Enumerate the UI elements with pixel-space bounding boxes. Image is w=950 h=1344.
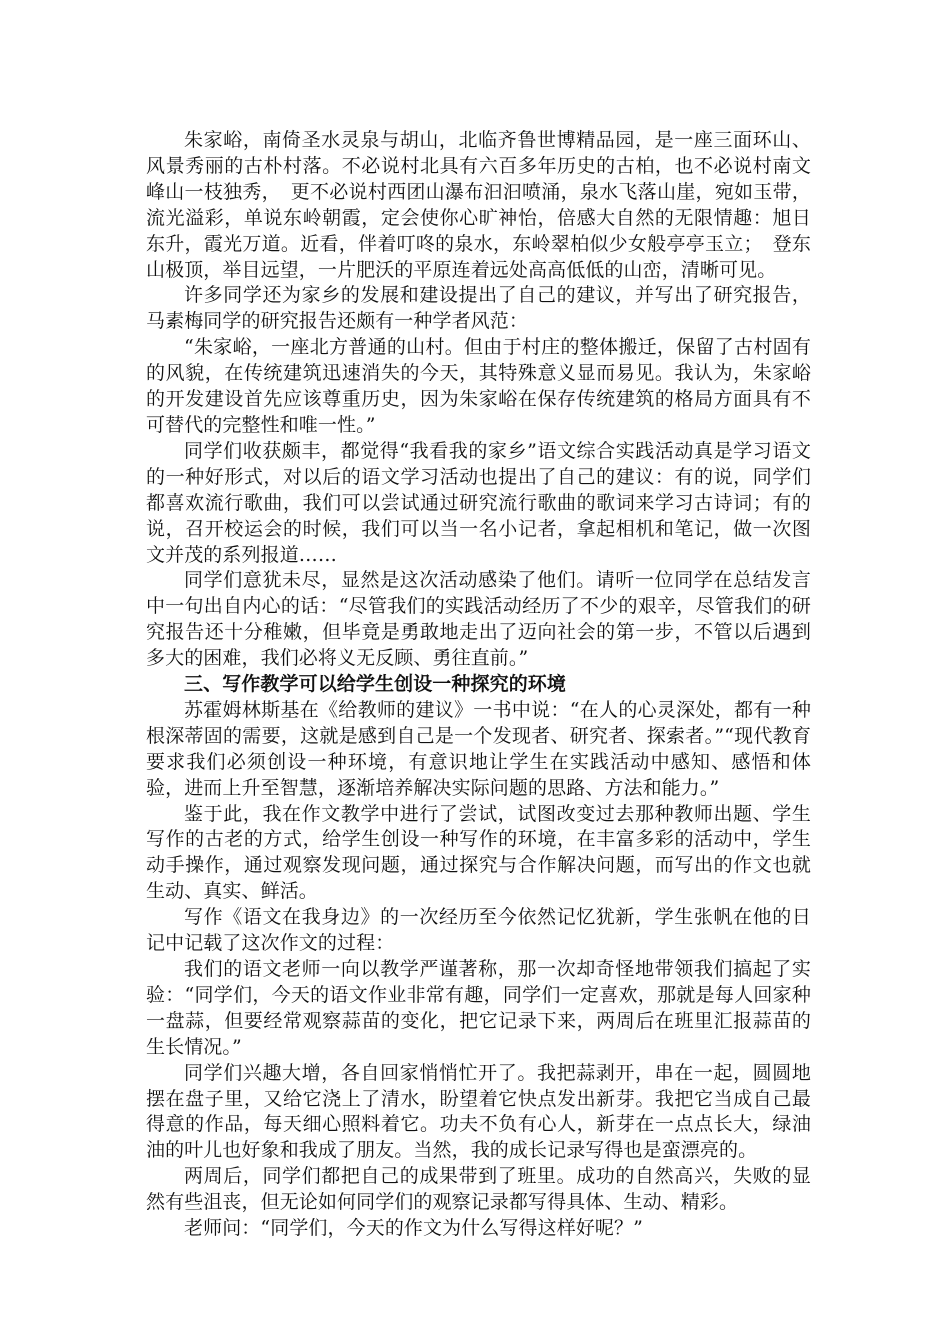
- paragraph-garlic-experiment: 我们的语文老师一向以教学严谨著称，那一次却奇怪地带领我们搞起了实验：“同学们，今天的语文作业非常有趣，同学们一定喜欢，那就是每人回家种一盘蒜，但要经常观察蒜苗的变化，把它记录下来，两周后在班里汇报蒜苗的生长情况。”: [146, 958, 811, 1058]
- paragraph-teaching-attempt: 鉴于此，我在作文教学中进行了尝试，试图改变过去那种教师出题、学生写作的古老的方式，给学生创设一种写作的环境，在丰富多彩的活动中，学生动手操作，通过观察发现问题，通过探究与合作解决问题，而写出的作文也就生动、真实、鲜活。: [146, 802, 811, 903]
- paragraph-student-reflection: 同学们意犹未尽，显然是这次活动感染了他们。请听一位同学在总结发言中一句出自内心的话：“尽管我们的实践活动经历了不少的艰辛，尽管我们的研究报告还十分稚嫩，但毕竟是勇敢地走出了迈向社会的第一步，不管以后遇到多大的困难，我们必将义无反顾、勇往直前。”: [146, 569, 811, 670]
- paragraph-research-report-intro: 许多同学还为家乡的发展和建设提出了自己的建议，并写出了研究报告，马素梅同学的研究报告还颇有一种学者风范：: [146, 284, 811, 333]
- paragraph-research-report-quote: “朱家峪，一座北方普通的山村。但由于村庄的整体搬迁，保留了古村固有的风貌，在传统建筑迅速消失的今天，其特殊意义显而易见。我认为，朱家峪的开发建设首先应该尊重历史，因为朱家峪在保存传统建筑的格局方面具有不可替代的完整性和唯一性。”: [146, 336, 811, 436]
- document-body: [146, 128, 811, 1242]
- paragraph-sukhomlinsky-quote: 苏霍姆林斯基在《给教师的建议》一书中说：“在人的心灵深处，都有一种根深蒂固的需要，这就是感到自己是一个发现者、研究者、探索者。”“现代教育要求我们必须创设一种环境，有意识地让学生在实践活动中感知、感悟和体验，进而上升至智慧，逐渐培养解决实际问题的思路、方法和能力。”: [146, 698, 811, 799]
- paragraph-student-suggestions: 同学们收获颇丰，都觉得“我看我的家乡”语文综合实践活动真是学习语文的一种好形式，对以后的语文学习活动也提出了自己的建议：有的说，同学们都喜欢流行歌曲，我们可以尝试通过研究流行歌曲的歌词来学习古诗词；有的说，召开校运会的时候，我们可以当一名小记者，拿起相机和笔记，做一次图文并茂的系列报道……: [146, 439, 811, 566]
- paragraph-writing-experience: 写作《语文在我身边》的一次经历至今依然记忆犹新，学生张帆在他的日记中记载了这次作文的过程：: [146, 906, 811, 955]
- paragraph-teacher-question: 老师问：“同学们，今天的作文为什么写得这样好呢？”: [184, 1217, 643, 1240]
- section-heading: 三、写作教学可以给学生创设一种探究的环境: [184, 673, 567, 696]
- paragraph-zhujiayu-description: 朱家峪，南倚圣水灵泉与胡山，北临齐鲁世博精品园，是一座三面环山、风景秀丽的古朴村落。不必说村北具有六百多年历史的古柏，也不必说村南文峰山一枝独秀， 更不必说村西团山瀑布汩汩喷涌，泉水飞落山崖，宛如玉带，流光溢彩，单说东岭朝霞，定会使你心旷神怡，倍感大自然的无限情趣：旭日东升，霞光万道。近看，伴着叮咚的泉水，东岭翠柏似少女般亭亭玉立； 登东山极顶，举目远望，一片肥沃的平原连着远处高高低低的山峦，清晰可见。: [146, 129, 811, 281]
- paragraph-two-weeks-later: 两周后，同学们都把自己的成果带到了班里。成功的自然高兴，失败的显然有些沮丧，但无论如何同学们的观察记录都写得具体、生动、精彩。: [146, 1165, 811, 1214]
- paragraph-planting-garlic: 同学们兴趣大增，各自回家悄悄忙开了。我把蒜剥开，串在一起，圆圆地摆在盘子里，又给它浇上了清水，盼望着它快点发出新芽。我把它当成自己最得意的作品，每天细心照料着它。功夫不负有心人，新芽在一点点长大，绿油油的叶儿也好象和我成了朋友。当然，我的成长记录写得也是蛮漂亮的。: [146, 1061, 811, 1162]
